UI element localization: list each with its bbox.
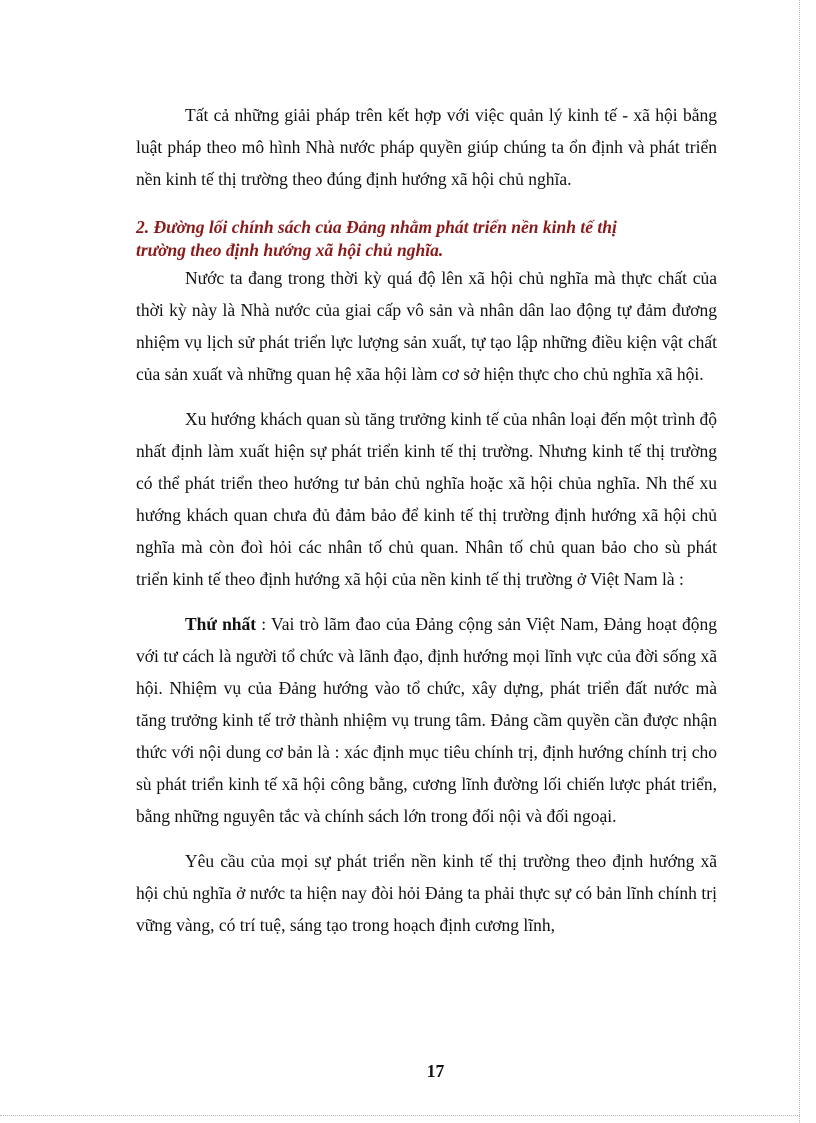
paragraph-4 (136, 608, 717, 832)
page-content (136, 99, 717, 941)
section-heading-line-2: trường theo định hướng xã hội chủ nghĩa. (136, 240, 444, 260)
section-heading (136, 216, 717, 262)
paragraph-5: Yêu cầu của mọi sự phát triển nền kinh tế thị trường theo định hướng xã hội chủ nghĩa ở nước ta hiện nay đòi hỏi Đảng ta phải thực sự có bản lĩnh chính trị vững vàng, có trí tuệ, sáng tạo trong hoạch định cương lĩnh, (136, 851, 717, 935)
paragraph-3: Xu hướng khách quan sù tăng trưởng kinh tế của nhân loại đến một trình độ nhất định làm xuất hiện sự phát triển kinh tế thị trường. Nhưng kinh tế thị trường có thể phát triển theo hướng tư bản chủ nghĩa hoặc xã hội chủa nghĩa. Nh thế xu hướng khách quan chưa đủ đảm bảo để kinh tế thị trường định hướng xã hội chủ nghĩa mà còn đoì hỏi các nhân tố chủ quan. Nhân tố chủ quan bảo cho sù phát triển kinh tế theo định hướng xã hội của nền kinh tế thị trường ở Việt Nam là : (136, 409, 717, 589)
paragraph-4-lead: Thứ nhất (185, 614, 257, 634)
section-heading-line-1: 2. Đường lối chính sách của Đảng nhằm phát triển nền kinh tế thị (136, 217, 617, 237)
paragraph-1: Tất cả những giải pháp trên kết hợp với việc quản lý kinh tế - xã hội bằng luật pháp theo mô hình Nhà nước pháp quyền giúp chúng ta ổn định và phát triển nền kinh tế thị trường theo đúng định hướng xã hội chủ nghĩa. (136, 105, 717, 189)
page-border-right (799, 0, 800, 1123)
paragraph-2: Nước ta đang trong thời kỳ quá độ lên xã hội chủ nghĩa mà thực chất của thời kỳ này là Nhà nước của giai cấp vô sản và nhân dân lao động tự đảm đương nhiệm vụ lịch sử phát triển lực lượng sản xuất, tự tạo lập những điều kiện vật chất của sản xuất và những quan hệ xãa hội làm cơ sở hiện thực cho chủ nghĩa xã hội. (136, 268, 717, 384)
paragraph-4-body: : Vai trò lãm đao của Đảng cộng sản Việt Nam, Đảng hoạt động với tư cách là người tổ chức và lãnh đạo, định hướng mọi lĩnh vực của đời sống xã hội. Nhiệm vụ của Đảng hướng vào tổ chức, xây dựng, phát triển đất nước mà tăng trưởng kinh tế trở thành nhiệm vụ trung tâm. Đảng cầm quyền cần được nhận thức với nội dung cơ bản là : xác định mục tiêu chính trị, định hướng chính trị cho sù phát triển kinh tế xã hội công bằng, cương lĩnh đường lối chiến lược phát triển, bằng những nguyên tắc và chính sách lớn trong đối nội và đối ngoại. (136, 614, 718, 826)
page-border-bottom (0, 1115, 800, 1116)
page-number: 17 (426, 1061, 445, 1081)
